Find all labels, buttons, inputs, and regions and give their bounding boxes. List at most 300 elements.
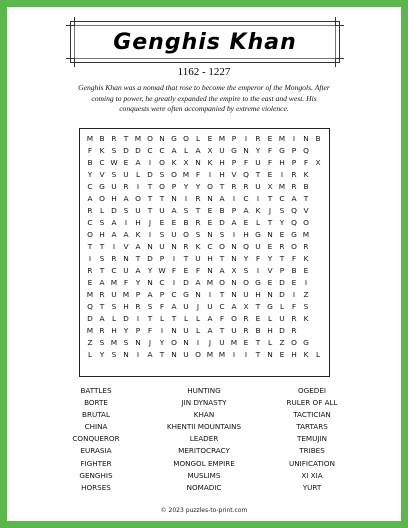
grid-letter: I <box>184 194 188 203</box>
grid-letter: R <box>183 242 189 251</box>
grid-letter: R <box>243 326 249 335</box>
grid-letter: Y <box>279 218 285 227</box>
grid-letter: C <box>87 218 93 227</box>
grid-letter: O <box>171 338 177 347</box>
grid-letter: M <box>278 182 286 191</box>
grid-letter <box>312 325 324 337</box>
grid-letter: O <box>207 182 213 191</box>
grid-letter: I <box>292 134 296 143</box>
grid-letter: S <box>219 230 225 239</box>
grid-letter: I <box>136 182 140 191</box>
grid-letter: N <box>231 254 237 263</box>
grid-letter: T <box>195 206 201 215</box>
grid-letter: P <box>135 326 141 335</box>
grid-letter: F <box>255 254 261 263</box>
grid-letter: P <box>291 158 297 167</box>
grid-letter: D <box>147 254 153 263</box>
grid-letter: D <box>279 278 285 287</box>
grid-letter: I <box>136 350 140 359</box>
word-list-item: BORTE <box>84 398 108 408</box>
grid-letter: E <box>267 242 273 251</box>
grid-letter: K <box>171 158 177 167</box>
grid-letter <box>312 181 324 193</box>
grid-letter: B <box>255 326 261 335</box>
grid-letter: R <box>99 290 105 299</box>
grid-letter: D <box>87 314 93 323</box>
grid-letter: U <box>243 290 249 299</box>
grid-letter: A <box>171 302 177 311</box>
grid-letter: U <box>135 206 141 215</box>
grid-letter: I <box>232 350 236 359</box>
grid-letter: Y <box>87 170 93 179</box>
grid-letter: E <box>279 230 285 239</box>
grid-letter: K <box>303 254 309 263</box>
grid-letter: T <box>147 194 153 203</box>
grid-letter: S <box>123 206 129 215</box>
grid-letter: T <box>255 338 261 347</box>
grid-letter: R <box>87 266 93 275</box>
grid-letter <box>312 205 324 217</box>
grid-letter: L <box>267 338 273 347</box>
grid-letter: E <box>267 170 273 179</box>
grid-letter: C <box>243 194 249 203</box>
grid-letter: Q <box>303 146 309 155</box>
grid-letter: H <box>291 350 297 359</box>
word-list-item: XI XIA <box>301 470 323 480</box>
grid-letter: C <box>207 242 213 251</box>
grid-letter: Y <box>243 254 249 263</box>
grid-letter: I <box>148 230 152 239</box>
grid-letter: L <box>195 326 201 335</box>
grid-letter: U <box>159 242 165 251</box>
word-list-item: BATTLES <box>80 386 112 395</box>
grid-letter: S <box>99 254 105 263</box>
grid-letter: E <box>171 218 177 227</box>
grid-letter: T <box>147 314 153 323</box>
grid-letter: I <box>172 278 176 287</box>
grid-letter: N <box>147 278 153 287</box>
grid-letter: U <box>111 182 117 191</box>
grid-letter: B <box>183 218 189 227</box>
grid-letter: M <box>218 350 226 359</box>
grid-letter: U <box>279 314 285 323</box>
grid-letter: F <box>171 266 177 275</box>
grid-letter: S <box>123 338 129 347</box>
grid-letter: F <box>243 158 249 167</box>
grid-letter: P <box>291 146 297 155</box>
grid-letter: S <box>183 206 189 215</box>
grid-letter: P <box>231 206 237 215</box>
grid-letter: C <box>87 182 93 191</box>
grid-letter: O <box>159 158 165 167</box>
grid-letter: A <box>219 194 225 203</box>
grid-letter <box>312 241 324 253</box>
grid-letter: V <box>303 206 309 215</box>
grid-letter: S <box>111 302 117 311</box>
grid-letter: B <box>315 134 321 143</box>
grid-letter: X <box>315 158 321 167</box>
grid-letter: I <box>232 194 236 203</box>
grid-letter: K <box>303 170 309 179</box>
word-list-item: MONGOL EMPIRE <box>173 458 235 468</box>
grid-letter: Y <box>123 326 129 335</box>
grid-letter <box>312 313 324 325</box>
grid-letter: R <box>255 134 261 143</box>
grid-letter: N <box>207 194 213 203</box>
word-list-item: EURASIA <box>80 446 112 456</box>
grid-letter: K <box>255 206 261 215</box>
grid-letter: U <box>195 254 201 263</box>
grid-letter: D <box>111 206 117 215</box>
grid-letter: A <box>195 146 201 155</box>
grid-letter: T <box>279 254 285 263</box>
grid-letter: R <box>291 314 297 323</box>
grid-letter: O <box>291 338 297 347</box>
grid-letter: H <box>207 254 213 263</box>
grid-letter: A <box>171 206 177 215</box>
grid-letter: Q <box>87 302 93 311</box>
grid-letter: P <box>171 182 177 191</box>
grid-letter: P <box>231 134 237 143</box>
grid-letter: L <box>195 314 201 323</box>
grid-letter: G <box>183 290 189 299</box>
word-list-item: TARTARS <box>296 422 328 432</box>
grid-letter: C <box>147 146 153 155</box>
grid-letter: A <box>135 158 141 167</box>
grid-letter: P <box>279 266 285 275</box>
grid-letter: M <box>182 170 190 179</box>
grid-letter: H <box>219 158 225 167</box>
grid-letter: Y <box>135 278 141 287</box>
grid-letter: T <box>183 254 189 263</box>
grid-letter: A <box>195 278 201 287</box>
grid-letter: R <box>195 218 201 227</box>
grid-letter <box>312 265 324 277</box>
grid-letter: O <box>87 230 93 239</box>
grid-letter: N <box>171 194 177 203</box>
grid-letter: H <box>255 290 261 299</box>
grid-letter: T <box>303 194 309 203</box>
grid-letter: M <box>122 290 130 299</box>
grid-letter: L <box>315 350 321 359</box>
grid-letter: R <box>123 182 129 191</box>
grid-letter: A <box>87 194 93 203</box>
grid-letter: L <box>195 134 201 143</box>
grid-letter: O <box>135 194 141 203</box>
grid-letter: A <box>135 266 141 275</box>
grid-letter: E <box>123 158 129 167</box>
grid-letter: M <box>302 230 310 239</box>
grid-letter: U <box>255 158 261 167</box>
grid-letter: T <box>159 350 165 359</box>
grid-letter: D <box>123 314 129 323</box>
grid-letter: A <box>147 290 153 299</box>
grid-letter: X <box>231 266 237 275</box>
grid-letter: X <box>243 302 249 311</box>
grid-letter: E <box>183 266 189 275</box>
grid-letter: B <box>291 266 297 275</box>
grid-letter: D <box>123 146 129 155</box>
word-list-item: BRUTAL <box>82 410 110 420</box>
grid-letter <box>300 325 312 337</box>
grid-letter: N <box>195 290 201 299</box>
grid-letter: S <box>279 206 285 215</box>
grid-letter: U <box>171 230 177 239</box>
grid-letter: U <box>183 350 189 359</box>
grid-letter: I <box>112 242 116 251</box>
grid-letter: R <box>111 134 117 143</box>
grid-letter: E <box>279 350 285 359</box>
word-list-item: KHENTII MOUNTAINS <box>166 422 242 432</box>
grid-letter: N <box>207 230 213 239</box>
grid-letter <box>312 337 324 349</box>
grid-letter: I <box>280 170 284 179</box>
grid-letter: T <box>99 266 105 275</box>
grid-letter: N <box>123 254 129 263</box>
grid-letter: N <box>195 158 201 167</box>
grid-letter: H <box>111 326 117 335</box>
grid-letter: A <box>231 302 237 311</box>
grid-letter: M <box>110 278 118 287</box>
grid-letter: F <box>219 314 225 323</box>
grid-letter: N <box>231 242 237 251</box>
grid-letter: A <box>219 266 225 275</box>
grid-letter: F <box>147 326 153 335</box>
grid-letter: W <box>110 158 118 167</box>
grid-letter: T <box>255 350 261 359</box>
grid-letter <box>312 193 324 205</box>
word-list-item: CONQUEROR <box>72 434 120 444</box>
grid-letter: B <box>303 182 309 191</box>
grid-letter: W <box>158 266 166 275</box>
grid-letter: O <box>195 350 201 359</box>
grid-letter: D <box>135 146 141 155</box>
grid-letter: Q <box>243 242 249 251</box>
grid-letter: Y <box>195 182 201 191</box>
grid-letter: I <box>244 134 248 143</box>
grid-letter: E <box>207 134 213 143</box>
grid-letter: M <box>134 134 142 143</box>
grid-letter: I <box>208 290 212 299</box>
grid-letter: E <box>87 278 93 287</box>
grid-letter: E <box>291 278 297 287</box>
grid-letter: L <box>255 218 261 227</box>
grid-letter: Q <box>243 170 249 179</box>
grid-letter: S <box>195 230 201 239</box>
grid-letter: F <box>195 170 201 179</box>
grid-letter: Z <box>87 338 93 347</box>
grid-letter: U <box>255 182 261 191</box>
grid-letter: A <box>147 350 153 359</box>
grid-letter: A <box>231 218 237 227</box>
grid-letter: D <box>279 290 285 299</box>
grid-letter: V <box>99 170 105 179</box>
grid-letter: N <box>231 290 237 299</box>
grid-letter: Y <box>159 338 165 347</box>
grid-letter: I <box>88 254 92 263</box>
grid-letter: R <box>111 254 117 263</box>
grid-letter: T <box>267 218 273 227</box>
word-list-item: CHINA <box>84 422 108 432</box>
grid-letter: A <box>123 230 129 239</box>
grid-letter: V <box>231 170 237 179</box>
grid-letter: M <box>86 326 94 335</box>
grid-letter: N <box>243 146 249 155</box>
grid-letter: M <box>206 350 214 359</box>
grid-letter: T <box>255 302 261 311</box>
grid-letter: H <box>279 158 285 167</box>
grid-letter: H <box>267 326 273 335</box>
word-list-item: TACTICIAN <box>293 410 331 420</box>
grid-letter: J <box>148 338 152 347</box>
grid-letter: L <box>99 206 105 215</box>
grid-letter: U <box>183 302 189 311</box>
grid-letter: T <box>171 314 177 323</box>
grid-letter: P <box>135 290 141 299</box>
grid-letter: H <box>219 170 225 179</box>
grid-letter <box>312 289 324 301</box>
word-list-item: UNIFICATION <box>289 458 335 468</box>
grid-letter: A <box>171 146 177 155</box>
grid-letter: F <box>159 302 165 311</box>
grid-letter: D <box>183 278 189 287</box>
grid-letter: G <box>231 146 237 155</box>
grid-letter: O <box>243 278 249 287</box>
grid-letter: I <box>148 158 152 167</box>
grid-letter <box>312 145 324 157</box>
grid-letter: F <box>267 146 273 155</box>
grid-letter: I <box>160 326 164 335</box>
grid-letter: Z <box>303 290 309 299</box>
grid-letter: E <box>303 266 309 275</box>
grid-letter: T <box>99 242 105 251</box>
grid-letter: C <box>279 194 285 203</box>
grid-letter: F <box>195 266 201 275</box>
grid-letter: T <box>147 206 153 215</box>
grid-letter: N <box>135 338 141 347</box>
grid-letter: P <box>159 254 165 263</box>
grid-letter: B <box>219 206 225 215</box>
word-list-item: JIN DYNASTY <box>181 398 227 408</box>
grid-letter: R <box>291 170 297 179</box>
grid-letter: K <box>207 158 213 167</box>
grid-letter: U <box>159 206 165 215</box>
grid-letter: O <box>183 230 189 239</box>
grid-letter: I <box>244 350 248 359</box>
grid-letter: R <box>231 182 237 191</box>
grid-letter: K <box>99 146 105 155</box>
grid-letter: O <box>303 218 309 227</box>
grid-letter: J <box>208 338 212 347</box>
grid-letter: N <box>171 326 177 335</box>
grid-letter: T <box>123 134 129 143</box>
grid-letter: I <box>292 290 296 299</box>
grid-letter: P <box>231 158 237 167</box>
grid-letter: N <box>267 350 273 359</box>
grid-letter: K <box>303 350 309 359</box>
grid-letter: I <box>196 338 200 347</box>
grid-letter: H <box>123 302 129 311</box>
grid-letter: L <box>183 146 189 155</box>
grid-letter: M <box>218 134 226 143</box>
word-list <box>42 385 366 494</box>
grid-letter: E <box>243 338 249 347</box>
grid-letter: T <box>99 302 105 311</box>
word-list-item: HORSES <box>81 482 111 492</box>
grid-letter <box>312 301 324 313</box>
grid-letter: R <box>303 242 309 251</box>
grid-letter: C <box>159 146 165 155</box>
grid-letter: C <box>171 290 177 299</box>
grid-letter: F <box>291 254 297 263</box>
word-list-item: TEMUJIN <box>296 434 327 444</box>
grid-letter: S <box>159 170 165 179</box>
grid-letter: S <box>111 350 117 359</box>
grid-letter: F <box>87 146 93 155</box>
grid-letter: O <box>219 278 225 287</box>
description-paragraph: Genghis Khan was a nomad that rose to become the emperor of the Mongols. After coming to power, he greatly expanded the empire to the east and west. His conquests were often accompanied by extreme violence. <box>78 83 330 113</box>
grid-letter: F <box>291 302 297 311</box>
grid-letter: N <box>207 266 213 275</box>
grid-letter: C <box>219 302 225 311</box>
grid-letter: T <box>219 326 225 335</box>
grid-letter: S <box>99 338 105 347</box>
grid-letter: G <box>255 278 261 287</box>
grid-letter: G <box>171 134 177 143</box>
grid-letter: U <box>219 146 225 155</box>
word-list-item: YURT <box>302 482 322 492</box>
grid-letter: E <box>267 134 273 143</box>
grid-letter: S <box>111 146 117 155</box>
grid-letter: N <box>159 134 165 143</box>
grid-letter: R <box>243 314 249 323</box>
title-banner <box>70 21 340 63</box>
word-list-item: MERITOCRACY <box>178 446 230 456</box>
grid-letter: U <box>219 338 225 347</box>
grid-letter: E <box>207 218 213 227</box>
grid-letter: T <box>147 182 153 191</box>
word-list-item: HUNTING <box>187 386 221 395</box>
grid-letter: H <box>111 194 117 203</box>
grid-letter: G <box>291 230 297 239</box>
grid-letter: P <box>159 290 165 299</box>
word-list-item: GENGHIS <box>79 470 113 480</box>
grid-letter: S <box>159 230 165 239</box>
grid-letter: M <box>86 134 94 143</box>
grid-letter: G <box>279 146 285 155</box>
grid-letter: A <box>99 314 105 323</box>
grid-letter: K <box>303 314 309 323</box>
grid-letter: T <box>159 194 165 203</box>
grid-letter: C <box>159 278 165 287</box>
grid-letter: U <box>231 326 237 335</box>
grid-letter: C <box>99 158 105 167</box>
word-list-item: TRIBES <box>299 446 325 456</box>
grid-letter: I <box>256 266 260 275</box>
grid-letter: S <box>147 302 153 311</box>
grid-letter: Q <box>291 218 297 227</box>
grid-letter: R <box>135 302 141 311</box>
grid-letter: E <box>267 278 273 287</box>
grid-letter: F <box>123 278 129 287</box>
corner-ornament <box>66 17 75 26</box>
grid-letter: M <box>278 134 286 143</box>
grid-letter: O <box>159 182 165 191</box>
grid-letter: E <box>159 218 165 227</box>
grid-letter: F <box>303 158 309 167</box>
grid-letter: J <box>268 206 272 215</box>
grid-letter: M <box>110 338 118 347</box>
